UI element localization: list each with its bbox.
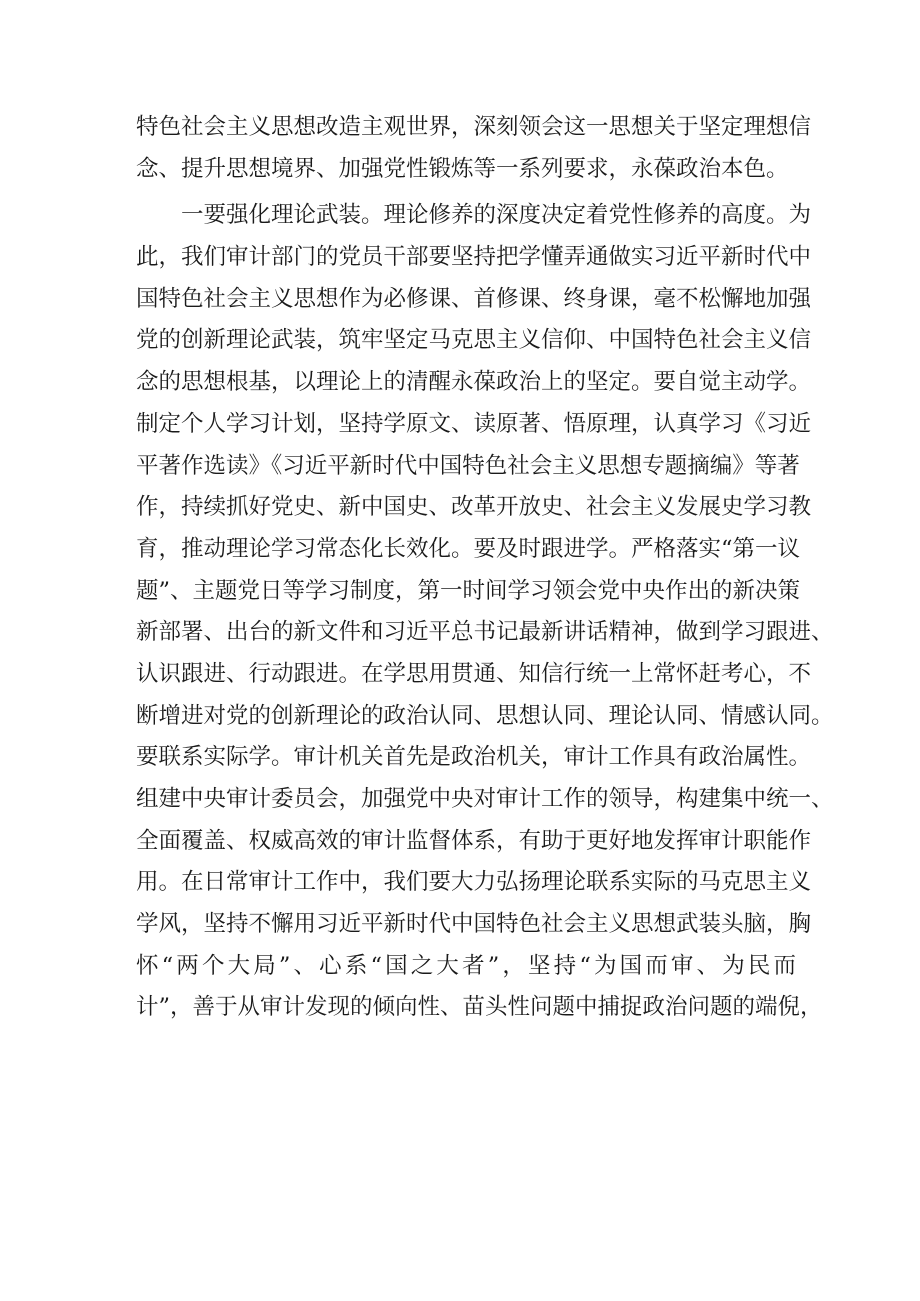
text-line: 一要强化理论武装。理论修养的深度决定着党性修养的高度。为 bbox=[181, 202, 812, 229]
paragraph-1 bbox=[136, 107, 812, 190]
text-line: 制定个人学习计划，坚持学原文、读原著、悟原理，认真学习《习近 bbox=[136, 410, 812, 437]
text-line: 作，持续抓好党史、新中国史、改革开放史、社会主义发展史学习教 bbox=[136, 494, 812, 521]
text-line: 此，我们审计部门的党员干部要坚持把学懂弄通做实习近平新时代中 bbox=[136, 244, 812, 271]
text-line: 国特色社会主义思想作为必修课、首修课、终身课，毫不松懈地加强 bbox=[136, 285, 812, 312]
text-line: 用。在日常审计工作中，我们要大力弘扬理论联系实际的马克思主义 bbox=[136, 869, 812, 896]
text-line: 特色社会主义思想改造主观世界，深刻领会这一思想关于坚定理想信 bbox=[136, 114, 812, 140]
text-line: 认识跟进、行动跟进。在学思用贯通、知信行统一上常怀赶考心，不 bbox=[136, 660, 812, 687]
text-line: 学风，坚持不懈用习近平新时代中国特色社会主义思想武装头脑，胸 bbox=[136, 911, 812, 938]
text-line: 计”，善于从审计发现的倾向性、苗头性问题中捕捉政治问题的端倪， bbox=[136, 994, 823, 1021]
text-line: 全面覆盖、权威高效的审计监督体系，有助于更好地发挥审计职能作 bbox=[136, 827, 812, 854]
text-line: 组建中央审计委员会，加强党中央对审计工作的领导，构建集中统一、 bbox=[136, 786, 834, 812]
body-text bbox=[136, 107, 834, 1029]
text-line: 育，推动理论学习常态化长效化。要及时跟进学。严格落实“第一议 bbox=[136, 535, 801, 562]
text-line: 要联系实际学。审计机关首先是政治机关，审计工作具有政治属性。 bbox=[136, 744, 812, 771]
text-line: 断增进对党的创新理论的政治认同、思想认同、理论认同、情感认同。 bbox=[136, 702, 834, 729]
text-line: 题”、主题党日等学习制度，第一时间学习领会党中央作出的新决策 bbox=[136, 577, 801, 604]
text-line: 怀“两个大局”、心系“国之大者”，坚持“为国而审、为民而 bbox=[136, 952, 796, 979]
text-line: 党的创新理论武装，筑牢坚定马克思主义信仰、中国特色社会主义信 bbox=[136, 327, 812, 354]
text-line: 新部署、出台的新文件和习近平总书记最新讲话精神，做到学习跟进、 bbox=[136, 619, 834, 646]
text-line: 念的思想根基，以理论上的清醒永葆政治上的坚定。要自觉主动学。 bbox=[136, 369, 812, 396]
text-line: 平著作选读》《习近平新时代中国特色社会主义思想专题摘编》等著 bbox=[136, 452, 800, 479]
text-line: 念、提升思想境界、加强党性锻炼等一系列要求，永葆政治本色。 bbox=[136, 155, 789, 182]
paragraph-2 bbox=[136, 195, 834, 1029]
